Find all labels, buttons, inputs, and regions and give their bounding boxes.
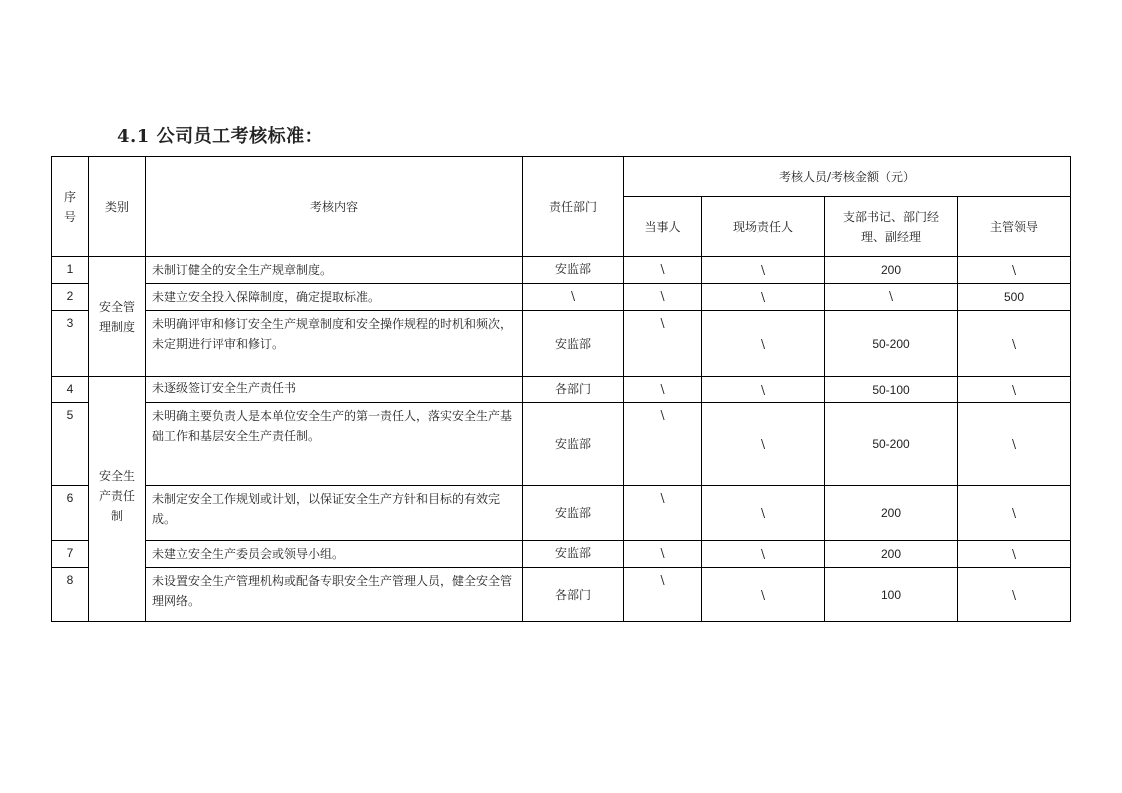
row-onsite: \ [702,568,825,622]
row-dept: 各部门 [523,568,624,622]
row-dept: 安监部 [523,486,624,541]
row-leader: \ [958,486,1071,541]
row-seq: 6 [52,486,89,541]
row-dept: 安监部 [523,257,624,284]
row-party: \ [624,403,702,486]
header-row-top [52,157,1071,197]
table-row [52,284,1071,311]
row-dept: 安监部 [523,541,624,568]
table-row [52,541,1071,568]
row-onsite: \ [702,257,825,284]
assessment-table [51,156,1071,622]
row-dept: 各部门 [523,377,624,403]
row-content: 未制定安全工作规划或计划，以保证安全生产方针和目标的有效完成。 [146,486,523,541]
row-dept: 安监部 [523,403,624,486]
row-seq: 1 [52,257,89,284]
row-seq: 3 [52,311,89,377]
row-onsite: \ [702,311,825,377]
row-seq: 7 [52,541,89,568]
row-branch: \ [825,284,958,311]
row-onsite: \ [702,284,825,311]
row-branch: 50-100 [825,377,958,403]
row-party: \ [624,311,702,377]
header-onsite: 现场责任人 [702,197,825,257]
row-party: \ [624,486,702,541]
row-seq: 2 [52,284,89,311]
row-seq: 4 [52,377,89,403]
header-party: 当事人 [624,197,702,257]
table-row [52,568,1071,622]
row-content: 未设置安全生产管理机构或配备专职安全生产管理人员，健全安全管理网络。 [146,568,523,622]
row-branch: 50-200 [825,403,958,486]
row-branch: 100 [825,568,958,622]
table-row [52,257,1071,284]
row-dept: 安监部 [523,311,624,377]
row-branch: 50-200 [825,311,958,377]
row-leader: \ [958,257,1071,284]
header-leader: 主管领导 [958,197,1071,257]
row-content: 未逐级签订安全生产责任书 [146,377,523,403]
row-onsite: \ [702,403,825,486]
row-content: 未明确评审和修订安全生产规章制度和安全操作规程的时机和频次，未定期进行评审和修订。 [146,311,523,377]
header-branch: 支部书记、部门经理、副经理 [825,197,958,257]
table-row [52,311,1071,377]
table-row [52,486,1071,541]
category-cell: 安全管理制度 [89,257,146,377]
row-content: 未明确主要负责人是本单位安全生产的第一责任人，落实安全生产基础工作和基层安全生产责任制。 [146,403,523,486]
row-party: \ [624,541,702,568]
row-branch: 200 [825,486,958,541]
header-content: 考核内容 [146,157,523,257]
row-party: \ [624,284,702,311]
header-seq: 序号 [52,157,89,257]
row-seq: 5 [52,403,89,486]
row-leader: \ [958,541,1071,568]
row-content: 未建立安全投入保障制度，确定提取标准。 [146,284,523,311]
header-category: 类别 [89,157,146,257]
row-leader: \ [958,311,1071,377]
row-party: \ [624,377,702,403]
row-content: 未制订健全的安全生产规章制度。 [146,257,523,284]
row-party: \ [624,257,702,284]
row-leader: \ [958,568,1071,622]
row-onsite: \ [702,377,825,403]
row-leader: \ [958,403,1071,486]
page-title: 4.1 公司员工考核标准： [117,126,324,147]
row-dept: \ [523,284,624,311]
row-leader: \ [958,377,1071,403]
row-branch: 200 [825,541,958,568]
row-content: 未建立安全生产委员会或领导小组。 [146,541,523,568]
category-cell: 安全生产责任制 [89,377,146,622]
table-row [52,403,1071,486]
header-dept: 责任部门 [523,157,624,257]
row-onsite: \ [702,486,825,541]
header-group: 考核人员/考核金额（元） [624,157,1071,197]
row-onsite: \ [702,541,825,568]
row-branch: 200 [825,257,958,284]
row-leader: 500 [958,284,1071,311]
row-party: \ [624,568,702,622]
row-seq: 8 [52,568,89,622]
table-row [52,377,1071,403]
